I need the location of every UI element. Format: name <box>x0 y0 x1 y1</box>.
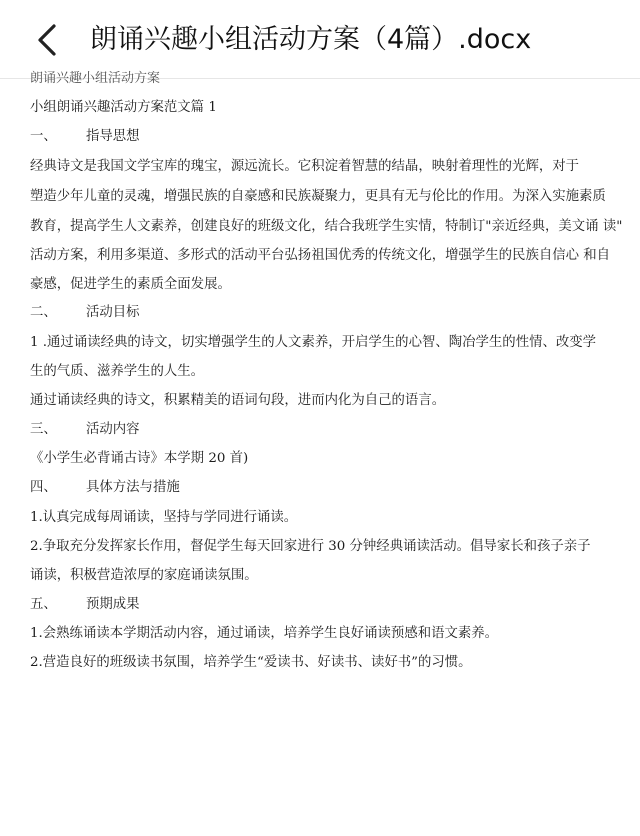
section-title: 指导思想 <box>86 129 140 144</box>
document-subtitle: 小组朗诵兴趣活动方案范文篇 1 <box>30 100 217 115</box>
section-title: 活动目标 <box>86 305 140 320</box>
document-title: 朗诵兴趣小组活动方案（4篇）.docx <box>90 24 532 55</box>
chevron-left-icon <box>28 20 68 60</box>
paragraph-line: 活动方案，利用多渠道、多形式的活动平台弘扬祖国优秀的传统文化，增强学生的民族自信心 和自 <box>30 248 611 263</box>
paragraph-line: 2.营造良好的班级读书氛围，培养学生“爱读书、好读书、读好书”的习惯。 <box>30 655 472 670</box>
section-title: 具体方法与措施 <box>86 480 180 495</box>
paragraph-line: 1.会熟练诵读本学期活动内容，通过诵读，培养学生良好诵读预感和语文素养。 <box>30 626 499 641</box>
section-heading-4 <box>30 479 180 497</box>
back-button[interactable] <box>28 20 68 60</box>
section-number: 二、 <box>30 305 57 320</box>
paragraph-line: 豪感，促进学生的素质全面发展。 <box>30 277 231 292</box>
paragraph-line: 诵读，积极营造浓厚的家庭诵读氛围。 <box>30 568 258 583</box>
document-content[interactable] <box>0 71 640 836</box>
section-number: 三、 <box>30 422 57 437</box>
section-heading-2 <box>30 304 140 322</box>
section-title: 预期成果 <box>86 597 140 612</box>
section-title: 活动内容 <box>86 422 140 437</box>
paragraph-line: 2.争取充分发挥家长作用，督促学生每天回家进行 30 分钟经典诵读活动。倡导家长和孩子亲子 <box>30 539 591 554</box>
section-heading-5 <box>30 596 140 614</box>
section-heading-1 <box>30 128 140 146</box>
document-heading-cutoff: 朗诵兴趣小组活动方案 <box>30 71 161 86</box>
section-number: 五、 <box>30 597 57 612</box>
paragraph-line: 教育，提高学生人文素养，创建良好的班级文化，结合我班学生实情，特制订"亲近经典，美文诵 读" <box>30 219 623 234</box>
paragraph-line: 《小学生必背诵古诗》本学期 20 首) <box>30 451 249 466</box>
paragraph-line: 通过诵读经典的诗文，积累精美的语词句段，进而内化为自己的语言。 <box>30 393 446 408</box>
section-number: 四、 <box>30 480 57 495</box>
section-number: 一、 <box>30 129 57 144</box>
paragraph-line: 生的气质、滋养学生的人生。 <box>30 364 205 379</box>
paragraph-line: 经典诗文是我国文学宝库的瑰宝，源远流长。它积淀着智慧的结晶，映射着理性的光辉，对于 <box>30 159 580 174</box>
paragraph-line: 1 .通过诵读经典的诗文，切实增强学生的人文素养，开启学生的心智、陶冶学生的性情、改变学 <box>30 335 597 350</box>
section-heading-3 <box>30 421 140 439</box>
paragraph-line: 1.认真完成每周诵读，坚持与学同进行诵读。 <box>30 510 298 525</box>
top-app-bar <box>0 0 640 79</box>
paragraph-line: 塑造少年儿童的灵魂，增强民族的自豪感和民族凝聚力，更具有无与伦比的作用。为深入实施素质 <box>30 189 606 204</box>
